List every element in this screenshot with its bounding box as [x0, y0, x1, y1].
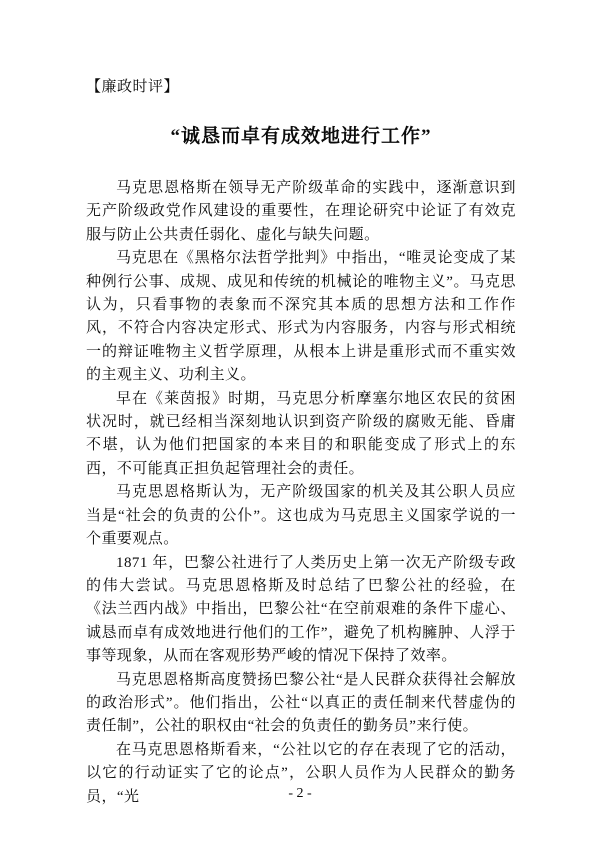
paragraph: 马克思恩格斯认为，无产阶级国家的机关及其公职人员应当是“社会的负责的公仆”。这也成为马克思主义国家学说的一个重要观点。 [86, 484, 516, 548]
paragraph: 马克思恩格斯在领导无产阶级革命的实践中，逐渐意识到无产阶级政党作风建设的重要性，在理论研究中论证了有效克服与防止公共责任弱化、虚化与缺失问题。 [86, 180, 516, 243]
body-text [86, 177, 516, 809]
category-label: 【廉政时评】 [86, 79, 180, 95]
page-title: “诚恳而卓有成效地进行工作” [170, 126, 432, 147]
paragraph: 马克思在《黑格尔法哲学批判》中指出，“唯灵论变成了某种例行公事、成规、成见和传统的机械论的唯物主义”。马克思认为，只看事物的表象而不深究其本质的思想方法和工作作风，不符合内容决定形式、形式为内容服务，内容与形式相统一的辩证唯物主义哲学原理，从根本上讲是重形式而不重实效的主观主义、功利主义。 [86, 250, 516, 384]
document-content [86, 78, 516, 809]
paragraph: 1871 年，巴黎公社进行了人类历史上第一次无产阶级专政的伟大尝试。马克思恩格斯及时总结了巴黎公社的经验，在《法兰西内战》中指出，巴黎公社“在空前艰难的条件下虚心、诚恳而卓有成效地进行他们的工作”，避免了机构臃肿、人浮于事等现象，从而在客观形势严峻的情况下保持了效率。 [86, 554, 516, 665]
paragraph: 早在《莱茵报》时期，马克思分析摩塞尔地区农民的贫困状况时，就已经相当深刻地认识到资产阶级的腐败无能、昏庸不堪，认为他们把国家的本来目的和职能变成了形式上的东西，不可能真正担负起管理社会的责任。 [86, 390, 516, 477]
page-number: - 2 - [288, 786, 312, 801]
paragraph: 马克思恩格斯高度赞扬巴黎公社“是人民群众获得社会解放的政治形式”。他们指出，公社“以真正的责任制来代替虚伪的责任制”，公社的职权由“社会的负责任的勤务员”来行使。 [86, 671, 516, 735]
paragraph: 在马克思恩格斯看来，“公社以它的存在表现了它的活动，以它的行动证实了它的论点”，公职人员作为人民群众的勤务员，“光 [86, 741, 516, 805]
